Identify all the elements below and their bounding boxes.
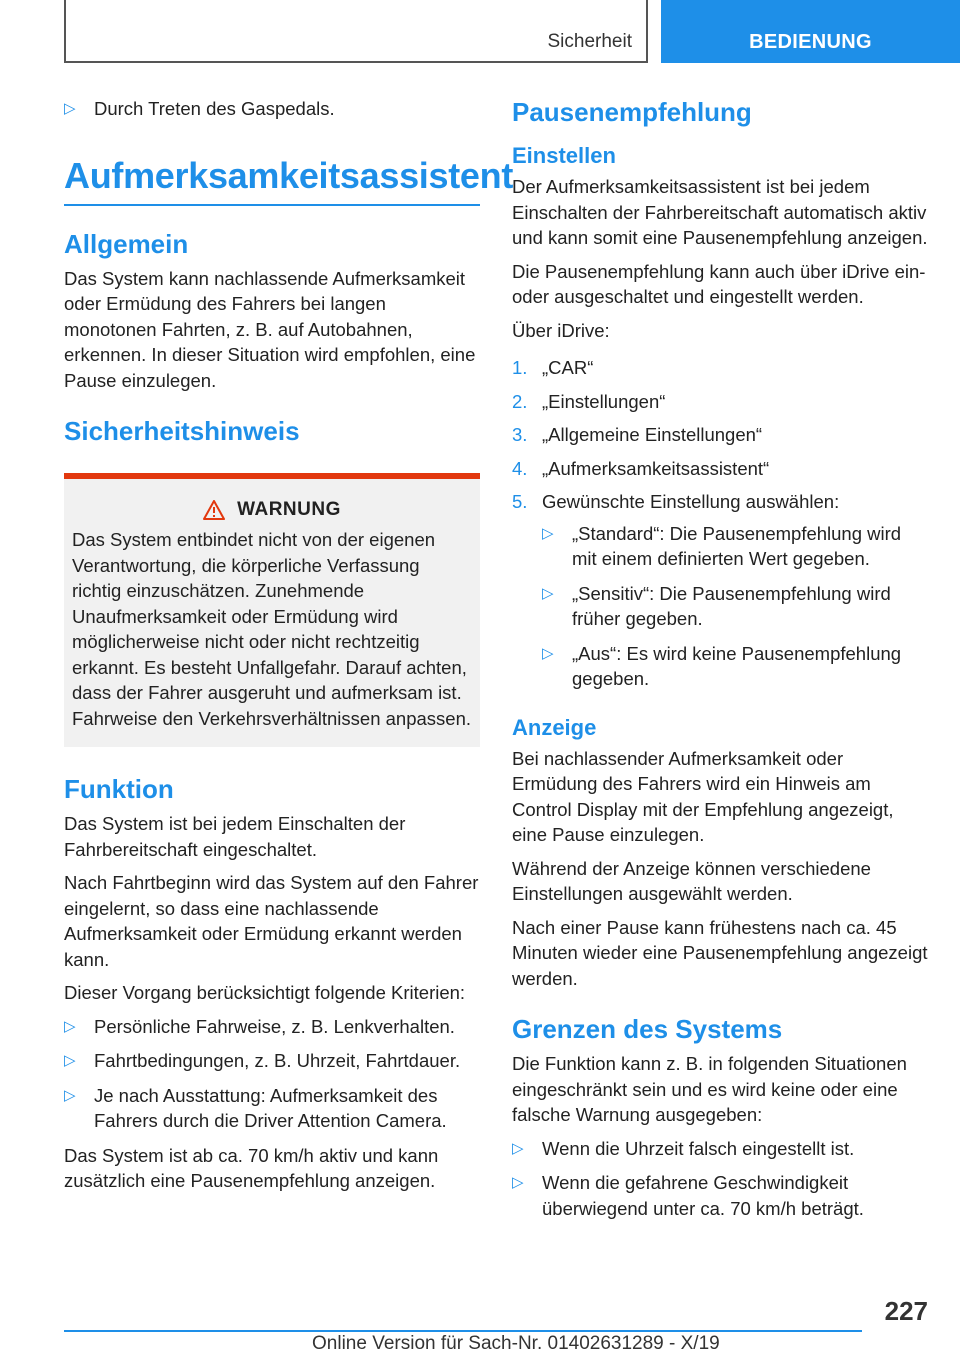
footer-divider: [64, 1330, 862, 1332]
list-item: 3. „Allgemeine Einstellungen“: [512, 424, 763, 445]
list-item: ▷ Persönliche Fahrweise, z. B. Lenkverhalten.: [64, 1014, 480, 1040]
triangle-bullet-icon: ▷: [542, 524, 554, 542]
list-item: ▷ Je nach Ausstattung: Aufmerksamkeit des Fahrers durch die Driver Attention Camera.: [64, 1084, 447, 1131]
right-column: [512, 96, 930, 1230]
einstellen-text-1: Der Aufmerksamkeitsassistent ist bei jedem Einschalten der Fahrbereitschaft automatisch aktiv und kann somit eine Pausenempfehlung anzeigen.: [512, 176, 928, 248]
triangle-bullet-icon: ▷: [64, 1052, 76, 1069]
list-item: ▷ Durch Treten des Gaspedals.: [64, 96, 480, 122]
triangle-bullet-icon: ▷: [542, 644, 554, 662]
list-item: 4. „Aufmerksamkeitsassistent“: [512, 457, 770, 479]
triangle-bullet-icon: ▷: [512, 1139, 524, 1157]
section-tab: Sicherheit: [64, 0, 648, 63]
page-title: Aufmerksamkeitsassistent: [64, 154, 480, 206]
triangle-bullet-icon: ▷: [64, 100, 76, 117]
list-item: 1. „CAR“: [512, 357, 594, 378]
allgemein-text: Das System kann nachlassende Aufmerksamkeit oder Ermüdung des Fahrers bei langen monotonen Fahrten, z. B. auf Autobahnen, erkennen. In dieser Situation wird empfohlen, eine Pause einzulegen.: [64, 267, 476, 391]
heading-anzeige: Anzeige: [512, 714, 597, 740]
page-header: [0, 0, 960, 66]
anzeige-text-3: Nach einer Pause kann frühestens nach ca. 45 Minuten wieder eine Pausenempfehlung angezeigt werden.: [512, 916, 928, 989]
top-bullet-list: [64, 96, 480, 122]
list-item: ▷ „Sensitiv“: Die Pausenempfehlung wird früher gegeben.: [542, 582, 891, 629]
list-item: ▷ Wenn die Uhrzeit falsch eingestellt ist.: [512, 1136, 930, 1162]
funktion-text-1: Das System ist bei jedem Einschalten der Fahrbereitschaft eingeschaltet.: [64, 813, 406, 860]
warning-box: [64, 473, 480, 747]
left-column: [64, 96, 514, 1202]
heading-sicherheitshinweis: Sicherheitshinweis: [64, 416, 300, 446]
list-item: ▷ Fahrtbedingungen, z. B. Uhrzeit, Fahrtdauer.: [64, 1048, 480, 1074]
chapter-tab: BEDIENUNG: [661, 0, 960, 63]
setting-options: [542, 521, 930, 692]
criteria-list: [64, 1014, 480, 1134]
funktion-text-4: Das System ist ab ca. 70 km/h aktiv und kann zusätzlich eine Pausenempfehlung anzeigen.: [64, 1144, 439, 1191]
grenzen-text: Die Funktion kann z. B. in folgenden Situationen eingeschränkt sein und es wird keine oder eine falsche Warnung ausgegeben:: [512, 1053, 907, 1125]
warning-label: WARNUNG: [237, 499, 341, 520]
heading-einstellen: Einstellen: [512, 143, 616, 168]
triangle-bullet-icon: ▷: [512, 1174, 524, 1191]
warning-triangle-icon: [203, 500, 225, 520]
list-item: ▷ „Standard“: Die Pausenempfehlung wird mit einem definierten Wert gegeben.: [542, 522, 902, 569]
einstellen-text-2: Die Pausenempfehlung kann auch über iDrive ein- oder ausgeschaltet und eingestellt werden.: [512, 260, 926, 307]
page-number: 227: [884, 1296, 928, 1326]
idrive-steps: [512, 355, 930, 692]
triangle-bullet-icon: ▷: [542, 584, 554, 602]
funktion-text-2: Nach Fahrtbeginn wird das System auf den Fahrer eingelernt, so dass eine nachlassende Aufmerksamkeit oder Ermüdung erkannt werden kann.: [64, 872, 479, 970]
heading-allgemein: Allgemein: [64, 228, 189, 259]
einstellen-text-3: Über iDrive:: [512, 319, 610, 341]
list-item: ▷ Wenn die gefahrene Geschwindigkeit überwiegend unter ca. 70 km/h beträgt.: [512, 1172, 864, 1219]
warning-text: Das System entbindet nicht von der eigenen Verantwortung, die körperliche Verfassung richtig einzuschätzen. Zunehmende Unaufmerksamkeit oder Ermüdung wird möglicherweise nicht oder nicht rechtzeitig erkannt. Es besteht Unfallgefahr. Darauf achten, dass der Fahrer ausgeruht und aufmerksam ist. Fahrweise den Verkehrsverhältnissen anpassen.: [72, 529, 472, 729]
grenzen-list: [512, 1136, 930, 1222]
anzeige-text-1: Bei nachlassender Aufmerksamkeit oder Ermüdung des Fahrers wird ein Hinweis am Control Display mit der Empfehlung angezeigt, eine Pause einzulegen.: [512, 747, 894, 845]
list-item: 5. Gewünschte Einstellung auswählen: ▷ „Standard“: Die Pausenempfehlung wird mit einem definierten Wert gegeben. ▷ „Sensitiv“: Die Pausenempfehlung wird früher gegeben. ▷ „Aus“: Es wird keine Pausenempfehlung gegeben.: [512, 489, 930, 692]
footer-text: Online Version für Sach-Nr. 01402631289 - X/19: [312, 1333, 720, 1354]
list-item: 2. „Einstellungen“: [512, 390, 666, 412]
heading-pausenempfehlung: Pausenempfehlung: [512, 97, 752, 127]
triangle-bullet-icon: ▷: [64, 1086, 76, 1104]
heading-funktion: Funktion: [64, 774, 174, 804]
anzeige-text-2: Während der Anzeige können verschiedene Einstellungen ausgewählt werden.: [512, 857, 871, 904]
funktion-text-3: Dieser Vorgang berücksichtigt folgende Kriterien:: [64, 982, 466, 1003]
heading-grenzen: Grenzen des Systems: [512, 1014, 783, 1044]
warning-title: [72, 499, 472, 521]
list-item: ▷ „Aus“: Es wird keine Pausenempfehlung gegeben.: [542, 642, 902, 689]
triangle-bullet-icon: ▷: [64, 1017, 76, 1035]
